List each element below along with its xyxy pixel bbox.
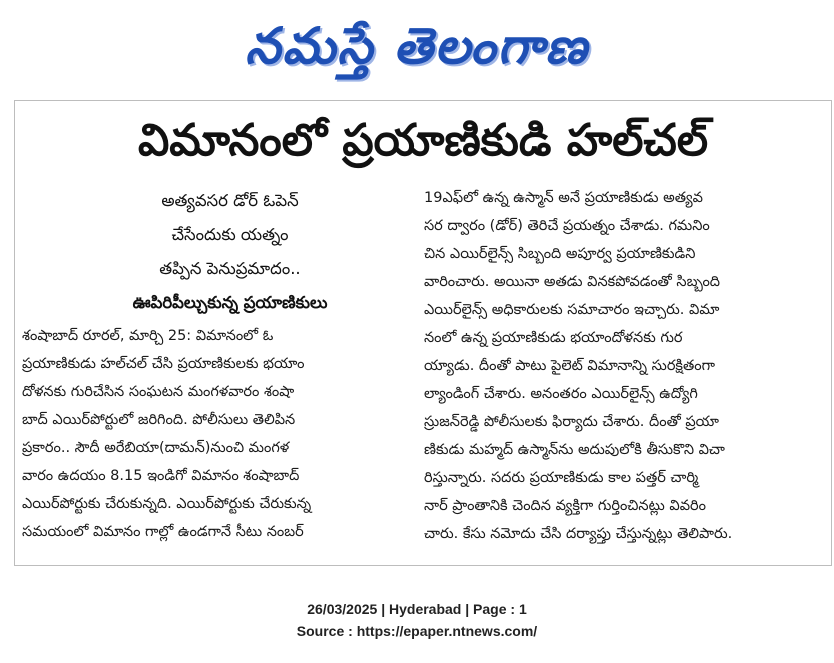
article-body-left-column — [22, 322, 412, 546]
newspaper-masthead: నమస్తే తెలంగాణ — [245, 17, 589, 75]
subheading-line: తప్పిన పెనుప్రమాదం.. — [159, 259, 301, 278]
body-line: నంలో ఉన్న ప్రయాణికుడు భయాందోళనకు గుర — [424, 330, 683, 346]
body-line: ఎయిర్‌లైన్స్ అధికారులకు సమాచారం ఇచ్చారు. విమా — [424, 302, 720, 318]
body-line: ప్రయాణికుడు హల్‌చల్ చేసి ప్రయాణికులకు భయాం — [22, 356, 305, 372]
article-body-right-column — [424, 184, 824, 548]
body-line: నార్ ప్రాంతానికి చెందిన వ్యక్తిగా గుర్తించినట్లు వివరిం — [424, 498, 706, 514]
body-line: ప్రకారం.. సౌదీ అరేబియా(దామన్)నుంచి మంగళ — [22, 440, 290, 456]
publication-dateline: 26/03/2025 | Hyderabad | Page : 1 — [307, 601, 527, 617]
body-line: ల్యాండింగ్ చేశారు. అనంతరం ఎయిర్‌లైన్స్ ఉద్యోగి — [424, 386, 698, 402]
subheading-line: అత్యవసర డోర్ ఓపెన్ — [161, 191, 299, 210]
article-subheadings — [40, 184, 420, 320]
body-line: య్యాడు. దీంతో పాటు పైలెట్ విమానాన్ని సురక్షితంగా — [424, 358, 715, 374]
body-line: చారు. కేసు నమోదు చేసి దర్యాప్తు చేస్తున్నట్లు తెలిపారు. — [424, 526, 733, 542]
body-line: వారం ఉదయం 8.15 ఇండిగో విమానం శంషాబాద్ — [22, 468, 300, 484]
source-link[interactable]: Source : https://epaper.ntnews.com/ — [296, 623, 538, 639]
body-line: వారించారు. అయినా అతడు వినకపోవడంతో సిబ్బంది — [424, 274, 721, 290]
body-line: శంషాబాద్ రూరల్, మార్చి 25: విమానంలో ఓ — [22, 328, 274, 344]
body-line: 19ఎఫ్‌లో ఉన్న ఉస్మాన్ అనే ప్రయాణికుడు అత్యవ — [424, 190, 703, 206]
subheading-line: ఊపిరిపీల్చుకున్న ప్రయాణికులు — [132, 293, 328, 312]
subheading-line: చేసేందుకు యత్నం — [171, 225, 289, 244]
body-line: దోళనకు గురిచేసిన సంఘటన మంగళవారం శంషా — [22, 384, 295, 400]
body-line: సమయంలో విమానం గాల్లో ఉండగానే సీటు నంబర్ — [22, 524, 304, 540]
body-line: చిన ఎయిర్‌లైన్స్ సిబ్బంది అపూర్వ ప్రయాణికుడిని — [424, 246, 696, 262]
article-headline: విమానంలో ప్రయాణికుడి హల్‌చల్ — [137, 115, 709, 166]
body-line: సర ద్వారం (డోర్) తెరిచే ప్రయత్నం చేశాడు. గమనిం — [424, 218, 710, 234]
body-line: స్రుజన్‌రెడ్డి పోలీసులకు ఫిర్యాదు చేశారు. దీంతో ప్రయా — [424, 414, 719, 430]
body-line: రిస్తున్నారు. సదరు ప్రయాణికుడు కాల పత్తర్ చార్మి — [424, 470, 699, 486]
clipping-footer — [0, 598, 834, 642]
body-line: ఎయిర్‌పోర్టుకు చేరుకున్నది. ఎయిర్‌పోర్టుకు చేరుకున్న — [22, 496, 312, 512]
body-line: బాద్ ఎయిర్‌పోర్టులో జరిగింది. పోలీసులు తెలిపిన — [22, 412, 296, 428]
body-line: ణికుడు మహ్మద్ ఉస్మాన్‌ను అదుపులోకి తీసుకొని విచా — [424, 442, 725, 458]
